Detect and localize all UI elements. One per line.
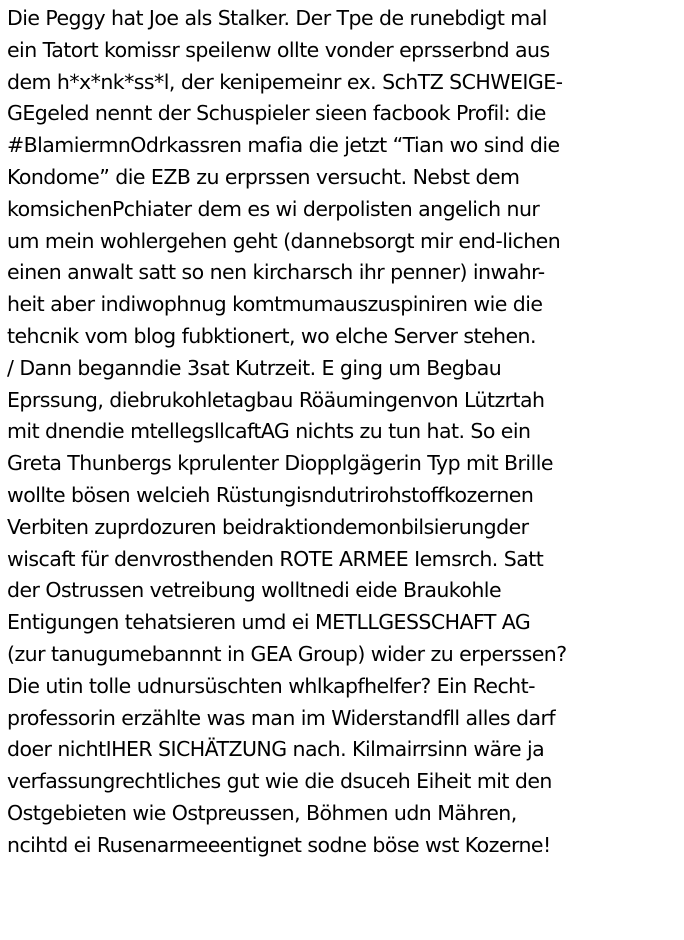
- text-line: tehcnik vom blog fubktionert, wo elche Server stehen.: [7, 323, 536, 348]
- text-line: einen anwalt satt so nen kircharsch ihr penner) inwahr-: [7, 260, 545, 285]
- text-line: der Ostrussen vetreibung wolltnedi eide Braukohle: [7, 578, 502, 603]
- text-line: Greta Thunbergs kprulenter Diopplgägerin Typ mit Brille: [7, 451, 553, 476]
- text-line: komsichenPchiater dem es wi derpolisten angelich nur: [7, 196, 540, 221]
- text-line: verfassungrechtliches gut wie die dsuceh Eiheit mit den: [7, 769, 552, 794]
- document-text-block: [7, 3, 682, 862]
- text-line: Die Peggy hat Joe als Stalker. Der Tpe de runebdigt mal: [7, 6, 547, 30]
- text-line: Die utin tolle udnursüschten whlkapfhelfer? Ein Recht-: [7, 673, 535, 698]
- text-line: #BlamiermnOdrkassren mafia die jetzt “Tian wo sind die: [7, 133, 560, 158]
- text-line: heit aber indiwophnug komtmumauszuspiniren wie die: [7, 292, 543, 317]
- text-line: Verbiten zuprdozuren beidraktiondemonbilsierungder: [7, 514, 529, 539]
- text-line: wollte bösen welcieh Rüstungisndutrirohstoffkozernen: [7, 482, 534, 507]
- text-line: GEgeled nennt der Schuspieler sieen facbook Profil: die: [7, 101, 546, 126]
- text-line: ein Tatort komissr speilenw ollte vonder eprsserbnd aus: [7, 37, 550, 62]
- text-line: ncihtd ei Rusenarmeeentignet sodne böse wst Kozerne!: [7, 832, 551, 857]
- text-line: Eprssung, diebrukohletagbau Röäumingenvon Lützrtah: [7, 387, 545, 412]
- text-line: Kondome” die EZB zu erprssen versucht. Nebst dem: [7, 164, 520, 189]
- text-line: um mein wohlergehen geht (dannebsorgt mir end-lichen: [7, 228, 561, 253]
- text-line: mit dnendie mtellegsllcaftAG nichts zu tun hat. So ein: [7, 419, 531, 444]
- text-line: Entigungen tehatsieren umd ei METLLGESSCHAFT AG: [7, 610, 531, 635]
- text-line: (zur tanugumebannnt in GEA Group) wider zu erperssen?: [7, 641, 567, 666]
- text-line: / Dann beganndie 3sat Kutrzeit. E ging um Begbau: [7, 355, 502, 380]
- text-line: Ostgebieten wie Ostpreussen, Böhmen udn Mähren,: [7, 800, 517, 825]
- text-line: doer nichtIHER SICHÄTZUNG nach. Kilmairrsinn wäre ja: [7, 737, 545, 762]
- text-line: dem h*x*nk*ss*l, der kenipemeinr ex. SchTZ SCHWEIGE-: [7, 69, 563, 94]
- text-line: professorin erzählte was man im Widerstandfll alles darf: [7, 705, 556, 730]
- text-line: wiscaft für denvrosthenden ROTE ARMEE Iemsrch. Satt: [7, 546, 544, 571]
